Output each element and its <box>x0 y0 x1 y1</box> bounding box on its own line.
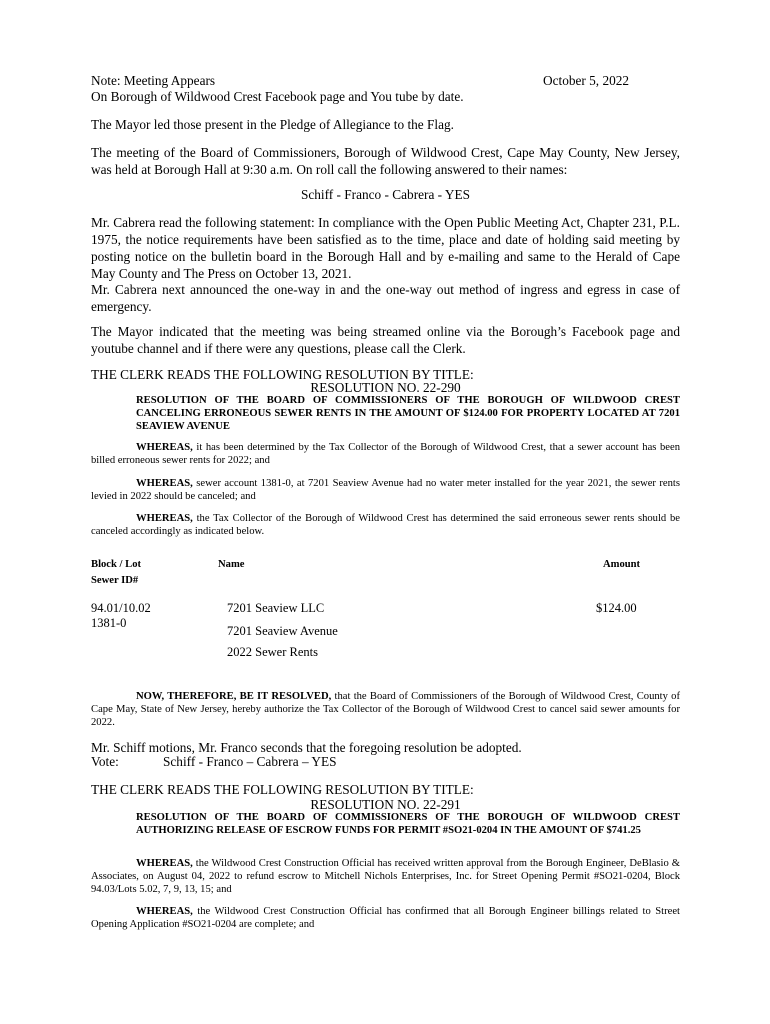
cell-amount: $124.00 <box>596 601 637 615</box>
cell-sewer-id: 1381-0 <box>91 616 127 630</box>
note-line: Note: Meeting Appears <box>91 73 216 88</box>
resolution-title: RESOLUTION OF THE BOARD OF COMMISSIONERS OF THE BOROUGH OF WILDWOOD CREST CANCELING ERRONEOUS SEWER RENTS IN THE AMOUNT OF $124.00 FOR PROPERTY LOCATED AT 7201 SEAVIEW AVENUE <box>136 395 680 432</box>
resolution-number: RESOLUTION NO. 22-290 <box>310 380 461 395</box>
col-header-name: Name <box>218 559 245 570</box>
whereas-paragraph: WHEREAS, sewer account 1381-0, at 7201 Seaview Avenue had no water meter installed for the year 2021, the sewer rents levied in 2022 should be canceled; and <box>91 478 680 502</box>
meeting-date: October 5, 2022 <box>543 73 630 88</box>
egress-paragraph: Mr. Cabrera next announced the one-way in and the one-way out method of ingress and egress in case of emergency. <box>91 282 680 314</box>
cell-block-lot: 94.01/10.02 <box>91 601 151 615</box>
roll-call-paragraph: The meeting of the Board of Commissioners, Borough of Wildwood Crest, Cape May County, New Jersey, was held at Borough Hall at 9:30 a.m. On roll call the following answered to their names: <box>91 145 680 177</box>
whereas-paragraph: WHEREAS, the Wildwood Crest Construction Official has received written approval from the Borough Engineer, DeBlasio & Associates, on August 04, 2022 to refund escrow to Mitchell Nichols Enterprises, Inc. for Street Opening Permit #SO21-0204, Block 94.03/Lots 5.02, 7, 9, 13, 15; and <box>91 858 680 895</box>
vote-label: Vote: <box>91 754 119 769</box>
cell-name-1: 7201 Seaview LLC <box>227 601 325 615</box>
cell-name-3: 2022 Sewer Rents <box>227 645 318 659</box>
whereas-paragraph: WHEREAS, it has been determined by the Tax Collector of the Borough of Wildwood Crest, that a sewer account has been billed erroneous sewer rents for 2022; and <box>91 442 680 466</box>
note-line-2: On Borough of Wildwood Crest Facebook page and You tube by date. <box>91 89 464 104</box>
statement-paragraph: Mr. Cabrera read the following statement: In compliance with the Open Public Meeting Act, Chapter 231, P.L. 1975, the notice requirements have been satisfied as to the time, place and date of holding said meeting by posting notice on the bulletin board in the Borough Hall and by e-mailing and same to the Herald of Cape May County and The Press on October 13, 2021. <box>91 215 680 281</box>
whereas-paragraph: WHEREAS, the Tax Collector of the Borough of Wildwood Crest has determined the said erroneous sewer rents should be canceled accordingly as indicated below. <box>91 513 680 537</box>
resolution-number: RESOLUTION NO. 22-291 <box>310 797 461 812</box>
pledge-paragraph: The Mayor led those present in the Pledge of Allegiance to the Flag. <box>91 117 454 132</box>
col-header-sewer-id: Sewer ID# <box>91 575 139 586</box>
whereas-paragraph: WHEREAS, the Wildwood Crest Construction Official has confirmed that all Borough Engineer billings related to Street Opening Application #SO21-0204 are complete; and <box>91 906 680 930</box>
clerk-reads-line: THE CLERK READS THE FOLLOWING RESOLUTION BY TITLE: <box>91 782 474 797</box>
stream-paragraph: The Mayor indicated that the meeting was being streamed online via the Borough’s Facebook page and youtube channel and if there were any questions, please call the Clerk. <box>91 324 680 356</box>
resolved-paragraph: NOW, THEREFORE, BE IT RESOLVED, that the Board of Commissioners of the Borough of Wildwood Crest, County of Cape May, State of New Jersey, hereby authorize the Tax Collector of the Borough of Wildwood Crest to cancel said sewer amounts for 2022. <box>91 691 681 728</box>
resolution-title: RESOLUTION OF THE BOARD OF COMMISSIONERS OF THE BOROUGH OF WILDWOOD CREST AUTHORIZING RELEASE OF ESCROW FUNDS FOR PERMIT #SO21-0204 IN THE AMOUNT OF $741.25 <box>136 812 680 836</box>
motion-line: Mr. Schiff motions, Mr. Franco seconds that the foregoing resolution be adopted. <box>91 740 522 755</box>
vote-result: Schiff - Franco – Cabrera – YES <box>163 754 337 769</box>
col-header-block-lot: Block / Lot <box>91 559 142 570</box>
cell-name-2: 7201 Seaview Avenue <box>227 624 338 638</box>
roll-call-names: Schiff - Franco - Cabrera - YES <box>300 187 471 202</box>
clerk-reads-line: THE CLERK READS THE FOLLOWING RESOLUTION BY TITLE: <box>91 367 474 382</box>
col-header-amount: Amount <box>603 559 641 570</box>
